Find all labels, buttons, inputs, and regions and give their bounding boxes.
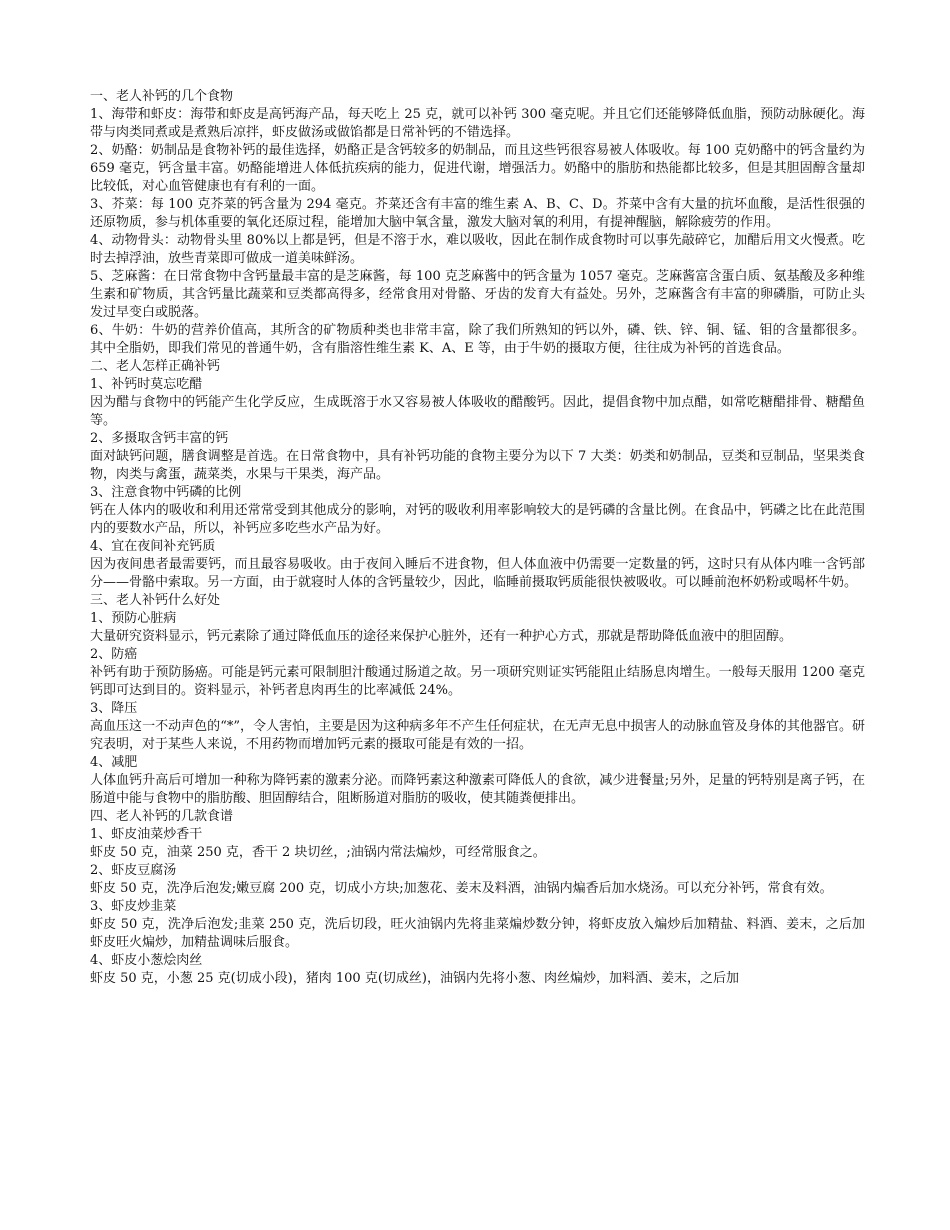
section-heading-2: 二、老人怎样正确补钙 [90,359,221,374]
section-heading-3: 三、老人补钙什么好处 [90,593,221,608]
section-heading-1: 一、老人补钙的几个食物 [90,89,234,104]
subheading-heart: 1、预防心脏病 [90,611,177,626]
document-body [90,88,865,988]
paragraph-weight: 人体血钙升高后可增加一种称为降钙素的激素分泌。而降钙素这种激素可降低人的食欲，减少进餐量;另外，足量的钙特别是离子钙，在肠道中能与食物中的脂肪酸、胆固醇结合，阻断肠道对脂肪的吸收，使其随粪便排出。 [90,773,865,806]
paragraph-cheese: 2、奶酪：奶制品是食物补钙的最佳选择，奶酪正是含钙较多的奶制品，而且这些钙很容易被人体吸收。每 100 克奶酪中的钙含量约为 659 毫克，钙含量丰富。奶酪能增进人体低抗疾病的能力，促进代谢，增强活力。奶酪中的脂肪和热能都比较多，但是其胆固醇含量却比较低，对心血管健康也有有利的一面。 [90,143,865,194]
subheading-recipe-2: 2、虾皮豆腐汤 [90,863,177,878]
paragraph-ca-p-ratio: 钙在人体内的吸收和利用还常常受到其他成分的影响，对钙的吸收利用率影响较大的是钙磷的含量比例。在食品中，钙磷之比在此范围内的要数水产品，所以，补钙应多吃些水产品为好。 [90,503,865,536]
subheading-vinegar: 1、补钙时莫忘吃醋 [90,377,203,392]
paragraph-bones: 4、动物骨头：动物骨头里 80%以上都是钙，但是不溶于水，难以吸收，因此在制作成食物时可以事先敲碎它，加醋后用文火慢煮。吃时去掉浮油，放些青菜即可做成一道美味鲜汤。 [90,233,865,266]
subheading-weight: 4、减肥 [90,755,138,770]
subheading-pressure: 3、降压 [90,701,138,716]
subheading-recipe-3: 3、虾皮炒韭菜 [90,899,177,914]
paragraph-vinegar: 因为醋与食物中的钙能产生化学反应，生成既溶于水又容易被人体吸收的醋酸钙。因此，提倡食物中加点醋，如常吃糖醋排骨、糖醋鱼等。 [90,395,865,428]
paragraph-recipe-3: 虾皮 50 克，洗净后泡发;韭菜 250 克，洗后切段，旺火油锅内先将韭菜煸炒数分钟，将虾皮放入煸炒后加精盐、料酒、姜末，之后加虾皮旺火煸炒，加精盐调味后服食。 [90,917,865,950]
paragraph-recipe-1: 虾皮 50 克，油菜 250 克，香干 2 块切丝，;油锅内常法煸炒，可经常服食之。 [90,845,546,860]
paragraph-calcium-foods: 面对缺钙问题，膳食调整是首选。在日常食物中，具有补钙功能的食物主要分为以下 7 大类：奶类和奶制品，豆类和豆制品，坚果类食物，肉类与禽蛋，蔬菜类，水果与干果类，海产品。 [90,449,865,482]
paragraph-recipe-2: 虾皮 50 克，洗净后泡发;嫩豆腐 200 克，切成小方块;加葱花、姜末及料酒，油锅内煸香后加水烧汤。可以充分补钙，常食有效。 [90,881,833,896]
subheading-recipe-1: 1、虾皮油菜炒香干 [90,827,203,842]
paragraph-sesame-paste: 5、芝麻酱：在日常食物中含钙量最丰富的是芝麻酱，每 100 克芝麻酱中的钙含量为 1057 毫克。芝麻酱富含蛋白质、氨基酸及多种维生素和矿物质，其含钙量比蔬菜和豆类都高得多，经常食用对骨骼、牙齿的发育大有益处。另外，芝麻酱含有丰富的卵磷脂，可防止头发过早变白或脱落。 [90,269,865,320]
paragraph-night: 因为夜间患者最需要钙，而且最容易吸收。由于夜间入睡后不进食物，但人体血液中仍需要一定数量的钙，这时只有从体内唯一含钙部分——骨骼中索取。另一方面，由于就寝时人体的含钙量较少，因此，临睡前摄取钙质能很快被吸收。可以睡前泡杯奶粉或喝杯牛奶。 [90,557,865,590]
paragraph-kelp-shrimp: 1、海带和虾皮：海带和虾皮是高钙海产品，每天吃上 25 克，就可以补钙 300 毫克呢。并且它们还能够降低血脂，预防动脉硬化。海带与肉类同煮或是煮熟后凉拌，虾皮做汤或做馅都是日常补钙的不错选择。 [90,107,865,140]
paragraph-mustard: 3、芥菜：每 100 克芥菜的钙含量为 294 毫克。芥菜还含有丰富的维生素 A、B、C、D。芥菜中含有大量的抗坏血酸，是活性很强的还原物质，参与机体重要的氧化还原过程，能增加大脑中氧含量，激发大脑对氧的利用，有提神醒脑，解除疲劳的作用。 [90,197,865,230]
paragraph-milk: 6、牛奶：牛奶的营养价值高，其所含的矿物质种类也非常丰富，除了我们所熟知的钙以外，磷、铁、锌、铜、锰、钼的含量都很多。其中全脂奶，即我们常见的普通牛奶，含有脂溶性维生素 K、A、E 等，由于牛奶的摄取方便，往往成为补钙的首选食品。 [90,323,865,356]
paragraph-recipe-4: 虾皮 50 克，小葱 25 克(切成小段)，猪肉 100 克(切成丝)，油锅内先将小葱、肉丝煸炒，加料酒、姜末，之后加 [90,971,739,986]
subheading-ca-p-ratio: 3、注意食物中钙磷的比例 [90,485,242,500]
paragraph-pressure: 高血压这一不动声色的“*”，令人害怕，主要是因为这种病多年不产生任何症状，在无声无息中损害人的动脉血管及身体的其他器官。研究表明，对于某些人来说，不用药物而增加钙元素的摄取可能是有效的一招。 [90,719,865,752]
subheading-cancer: 2、防癌 [90,647,138,662]
subheading-calcium-foods: 2、多摄取含钙丰富的钙 [90,431,229,446]
paragraph-cancer: 补钙有助于预防肠癌。可能是钙元素可限制胆汁酸通过肠道之故。另一项研究则证实钙能阻止结肠息肉增生。一般每天服用 1200 毫克钙即可达到目的。资料显示，补钙者息肉再生的比率减低 24%。 [90,665,865,698]
subheading-recipe-4: 4、虾皮小葱烩肉丝 [90,953,203,968]
paragraph-heart: 大量研究资料显示，钙元素除了通过降低血压的途径来保护心脏外，还有一种护心方式，那就是帮助降低血液中的胆固醇。 [90,629,793,644]
section-heading-4: 四、老人补钙的几款食谱 [90,809,234,824]
subheading-night: 4、宜在夜间补充钙质 [90,539,216,554]
